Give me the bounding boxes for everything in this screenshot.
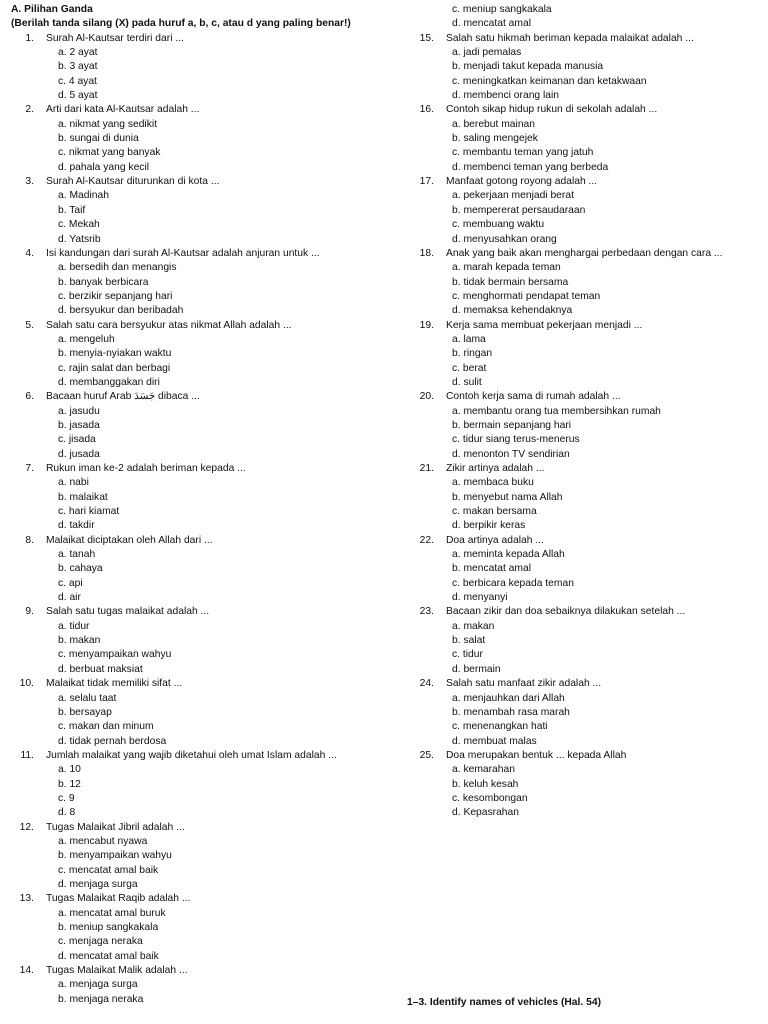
question-text: Rukun iman ke-2 adalah beriman kepada ...	[46, 463, 246, 474]
question-text: Malaikat diciptakan oleh Allah dari ...	[46, 534, 213, 546]
option-item[interactable]: d. memaksa kehendaknya	[452, 305, 573, 317]
question-text: Salah satu tugas malaikat adalah ...	[46, 606, 210, 618]
option-item[interactable]: c. berzikir sepanjang hari	[58, 290, 173, 302]
option-item[interactable]: d. sulit	[452, 376, 482, 388]
question-line	[408, 605, 758, 619]
question-number: 14.	[19, 965, 34, 977]
question-block	[408, 247, 758, 319]
question-text: Arti dari kata Al-Kautsar adalah ...	[46, 104, 200, 116]
question-number: 21.	[419, 463, 434, 474]
option-item[interactable]: b. bersayap	[58, 706, 112, 718]
question-text: Salah satu hikmah beriman kepada malaikat adalah ...	[446, 32, 694, 44]
option-item[interactable]: a. makan	[452, 620, 495, 632]
question-number: 19.	[419, 319, 434, 331]
question-number: 24.	[419, 678, 434, 690]
question-line	[408, 319, 758, 333]
option-item[interactable]: d. menjaga surga	[58, 878, 138, 890]
question-line	[408, 390, 758, 404]
option-item[interactable]: a. lama	[452, 333, 486, 345]
question-text: Isi kandungan dari surah Al-Kautsar adalah anjuran untuk ...	[46, 247, 320, 259]
option-item[interactable]: b. menjaga neraka	[58, 993, 144, 1005]
option-item[interactable]: b. Taif	[58, 204, 86, 216]
option-item[interactable]: d. membenci orang lain	[452, 90, 560, 102]
question-text: Contoh sikap hidup rukun di sekolah adalah ...	[446, 104, 658, 116]
option-item[interactable]: c. makan dan minum	[58, 721, 154, 733]
option-item[interactable]: c. menjaga neraka	[58, 936, 143, 948]
option-item[interactable]: d. 5 ayat	[58, 90, 98, 102]
question-text: Tugas Malaikat Raqib adalah ...	[46, 893, 191, 905]
question-number: 11.	[20, 749, 34, 761]
question-text: Zikir artinya adalah ...	[446, 463, 545, 474]
option-item[interactable]: d. mencatat amal	[452, 18, 531, 30]
question-block	[11, 319, 383, 391]
question-text: Doa merupakan bentuk ... kepada Allah	[446, 749, 627, 761]
question-line	[408, 462, 758, 476]
option-item[interactable]: b. menyampaikan wahyu	[58, 850, 172, 862]
option-item[interactable]: a. mencatat amal buruk	[58, 907, 166, 919]
option-item[interactable]: a. menjauhkan dari Allah	[452, 692, 565, 704]
question-block	[11, 103, 383, 175]
question-block	[408, 749, 758, 821]
question-number: 13.	[19, 893, 34, 905]
option-item[interactable]: b. sungai di dunia	[58, 133, 139, 145]
option-item[interactable]: c. mencatat amal baik	[58, 864, 159, 876]
question-block	[11, 677, 383, 749]
option-item[interactable]: a. nikmat yang sedikit	[58, 118, 158, 130]
option-item[interactable]: b. makan	[58, 635, 101, 647]
option-item[interactable]: b. saling mengejek	[452, 133, 538, 145]
option-item[interactable]: a. menjaga surga	[58, 979, 138, 991]
question-block	[408, 677, 758, 749]
option-item[interactable]: a. marah kepada teman	[452, 262, 561, 274]
option-item[interactable]: c. makan bersama	[452, 506, 537, 518]
question-text: Tugas Malaikat Jibril adalah ...	[46, 821, 185, 833]
option-item[interactable]: a. jadi pemalas	[452, 47, 522, 59]
option-item[interactable]: c. menenangkan hati	[452, 721, 548, 733]
option-item[interactable]: d. membanggakan diri	[58, 376, 160, 388]
option-item[interactable]: b. menyia-nyiakan waktu	[58, 348, 172, 360]
question-block	[408, 605, 758, 677]
question-line	[11, 319, 383, 333]
question-line	[408, 749, 758, 763]
option-item[interactable]: d. pahala yang kecil	[58, 161, 150, 173]
question-block	[11, 390, 383, 462]
option-item[interactable]: b. meniup sangkakala	[58, 922, 159, 933]
option-item[interactable]: c. kesombongan	[452, 792, 528, 804]
option-item[interactable]: d. menyanyi	[452, 592, 508, 604]
option-item[interactable]: d. takdir	[58, 520, 95, 532]
option-item[interactable]: c. berat	[452, 362, 487, 374]
option-item[interactable]: a. 2 ayat	[58, 47, 98, 59]
option-item[interactable]: a. nabi	[58, 477, 89, 489]
question-line	[408, 247, 758, 261]
question-text: Contoh kerja sama di rumah adalah ...	[446, 391, 621, 403]
option-item[interactable]: b. cahaya	[58, 563, 103, 575]
option-item[interactable]: c. menyampaikan wahyu	[58, 649, 172, 661]
question-block	[11, 534, 383, 606]
question-block	[11, 247, 383, 319]
option-item[interactable]: b. jasada	[58, 419, 100, 431]
question-text: Salah satu manfaat zikir adalah ...	[446, 678, 602, 690]
option-item[interactable]: d. berbuat maksiat	[58, 663, 143, 675]
option-item[interactable]: b. menyebut nama Allah	[452, 491, 563, 503]
question-block	[11, 32, 383, 104]
question-block	[11, 605, 383, 677]
option-item[interactable]: b. malaikat	[58, 491, 108, 503]
option-item[interactable]: a. membaca buku	[452, 477, 534, 489]
question-line	[11, 462, 383, 476]
option-item[interactable]: c. hari kiamat	[58, 506, 120, 518]
option-item[interactable]: c. tidur	[452, 649, 483, 661]
option-item[interactable]: c. Mekah	[58, 219, 100, 231]
option-item[interactable]: c. meniup sangkakala	[452, 4, 552, 15]
question-number: 17.	[419, 176, 434, 188]
question-number: 6.	[25, 391, 34, 403]
option-item[interactable]: c. nikmat yang banyak	[58, 147, 161, 159]
option-item[interactable]: a. meminta kepada Allah	[452, 549, 565, 561]
question-number: 12.	[19, 821, 34, 833]
option-item[interactable]: c. rajin salat dan berbagi	[58, 362, 171, 374]
question-block	[408, 462, 758, 534]
option-item[interactable]: c. 9	[58, 792, 75, 804]
question-block	[408, 534, 758, 606]
option-item[interactable]: b. mencatat amal	[452, 563, 531, 575]
question-number: 4.	[25, 247, 34, 259]
option-item[interactable]: a. bersedih dan menangis	[58, 262, 177, 274]
question-block	[11, 892, 383, 964]
question-block	[408, 103, 758, 175]
option-item[interactable]: a. kemarahan	[452, 764, 515, 776]
option-item[interactable]: a. mengeluh	[58, 333, 115, 345]
option-item[interactable]: d. bersyukur dan beribadah	[58, 305, 184, 317]
question-block	[408, 32, 758, 104]
question-line	[408, 534, 758, 548]
option-item[interactable]: d. menyusahkan orang	[452, 233, 557, 245]
option-item[interactable]: d. Kepasrahan	[452, 807, 519, 819]
question-number: 5.	[25, 319, 34, 331]
option-item[interactable]: c. menghormati pendapat teman	[452, 290, 601, 302]
option-item[interactable]: b. ringan	[452, 348, 493, 360]
question-line	[408, 175, 758, 189]
question-block	[408, 390, 758, 462]
option-item[interactable]: a. 10	[58, 764, 81, 776]
option-item[interactable]: d. menonton TV sendirian	[452, 448, 570, 460]
question-number: 22.	[419, 534, 434, 546]
option-item[interactable]: a. berebut mainan	[452, 118, 536, 130]
question-text: Bacaan zikir dan doa sebaiknya dilakukan setelah ...	[446, 606, 686, 618]
question-block	[408, 175, 758, 247]
option-item[interactable]: c. 4 ayat	[58, 75, 97, 87]
question-number: 1.	[25, 32, 34, 44]
option-item[interactable]: a. tanah	[58, 549, 96, 561]
option-item[interactable]: a. pekerjaan menjadi berat	[452, 190, 574, 202]
question-text: Surah Al-Kautsar diturunkan di kota ...	[46, 176, 220, 188]
question-line	[408, 32, 758, 46]
question-number: 23.	[419, 606, 434, 618]
option-item[interactable]: b. bermain sepanjang hari	[452, 419, 572, 431]
option-item[interactable]: b. 3 ayat	[58, 61, 98, 73]
question-text: Anak yang baik akan menghargai perbedaan dengan cara ...	[446, 247, 723, 259]
question-number: 20.	[419, 391, 434, 403]
question-text: Bacaan huruf Arab جَسَدَ dibaca ...	[46, 391, 200, 403]
option-item[interactable]: d. mencatat amal baik	[58, 950, 159, 962]
option-item[interactable]: d. tidak pernah berdosa	[58, 735, 167, 747]
option-item[interactable]: b. tidak bermain bersama	[452, 276, 569, 288]
option-item[interactable]: d. membuat malas	[452, 735, 537, 747]
option-item[interactable]: d. bermain	[452, 663, 501, 675]
question-line	[11, 175, 383, 189]
question-block	[11, 462, 383, 534]
question-block	[11, 749, 383, 821]
question-line	[408, 103, 758, 117]
question-text: Tugas Malaikat Malik adalah ...	[46, 965, 188, 977]
option-item[interactable]: b. mempererat persaudaraan	[452, 204, 586, 216]
option-item[interactable]: d. membenci teman yang berbeda	[452, 161, 609, 173]
question-line	[408, 677, 758, 691]
option-item[interactable]: c. api	[58, 577, 83, 589]
option-item[interactable]: d. berpikir keras	[452, 520, 526, 532]
option-item[interactable]: b. menambah rasa marah	[452, 706, 570, 718]
question-line	[11, 892, 383, 906]
question-text: Kerja sama membuat pekerjaan menjadi ...	[446, 319, 643, 331]
footer-note: 1–3. Identify names of vehicles (Hal. 54)	[407, 997, 602, 1008]
option-item[interactable]: c. berbicara kepada teman	[452, 577, 574, 589]
question-number: 16.	[419, 104, 434, 116]
option-item[interactable]: c. jisada	[58, 434, 96, 446]
option-item[interactable]: a. mencabut nyawa	[58, 835, 148, 847]
question-number: 9.	[25, 606, 34, 618]
option-item[interactable]: a. membantu orang tua membersihkan rumah	[452, 405, 661, 417]
left-column	[11, 3, 383, 1007]
question-number: 15.	[419, 32, 434, 44]
option-item[interactable]: d. air	[58, 592, 81, 604]
question-line	[11, 677, 383, 691]
question-line	[11, 605, 383, 619]
option-item[interactable]: a. jasudu	[58, 405, 100, 417]
option-item[interactable]: c. membuang waktu	[452, 219, 545, 231]
question-line	[11, 821, 383, 835]
option-item[interactable]: d. Yatsrib	[58, 233, 101, 245]
question-block	[408, 319, 758, 391]
question-text: Salah satu cara bersyukur atas nikmat Allah adalah ...	[46, 319, 292, 331]
option-item[interactable]: a. selalu taat	[58, 692, 117, 704]
question-text: Manfaat gotong royong adalah ...	[446, 176, 598, 188]
question-number: 18.	[419, 247, 434, 259]
option-item[interactable]: d. 8	[58, 807, 76, 819]
question-line	[11, 247, 383, 261]
question-list-left	[11, 32, 383, 1007]
question-text: Malaikat tidak memiliki sifat ...	[46, 678, 183, 690]
question-block	[11, 175, 383, 247]
question-text: Surah Al-Kautsar terdiri dari ...	[46, 32, 184, 44]
option-item[interactable]: a. tidur	[58, 620, 90, 632]
question-number: 8.	[25, 534, 34, 546]
option-item[interactable]: c. tidur siang terus-menerus	[452, 434, 580, 446]
right-column	[408, 3, 758, 821]
question-block	[11, 821, 383, 893]
question-number: 2.	[25, 104, 34, 116]
question-number: 10.	[19, 678, 34, 690]
option-item[interactable]: b. 12	[58, 778, 81, 790]
question-number: 3.	[25, 176, 34, 188]
option-item[interactable]: b. menjadi takut kepada manusia	[452, 61, 604, 73]
option-item[interactable]: b. banyak berbicara	[58, 276, 149, 288]
question-line	[11, 534, 383, 548]
question-number: 7.	[25, 463, 34, 474]
question-line	[11, 749, 383, 763]
question-list-right	[408, 32, 758, 821]
question-text: Doa artinya adalah ...	[446, 534, 544, 546]
option-item[interactable]: b. salat	[452, 635, 486, 647]
option-item[interactable]: b. keluh kesah	[452, 778, 519, 790]
question-line	[11, 964, 383, 978]
question-line	[11, 103, 383, 117]
option-item[interactable]: c. meningkatkan keimanan dan ketakwaan	[452, 75, 647, 87]
question-line	[11, 390, 383, 404]
question-number: 25.	[419, 749, 434, 761]
question-block	[11, 964, 383, 1007]
option-item[interactable]: d. jusada	[58, 448, 100, 460]
section-title: A. Pilihan Ganda	[11, 4, 93, 15]
option-item[interactable]: a. Madinah	[58, 190, 109, 202]
question-text: Jumlah malaikat yang wajib diketahui oleh umat Islam adalah ...	[46, 749, 337, 761]
option-item[interactable]: c. membantu teman yang jatuh	[452, 147, 594, 159]
question-line	[11, 32, 383, 46]
instruction-text: (Berilah tanda silang (X) pada huruf a, b, c, atau d yang paling benar!)	[11, 18, 351, 30]
